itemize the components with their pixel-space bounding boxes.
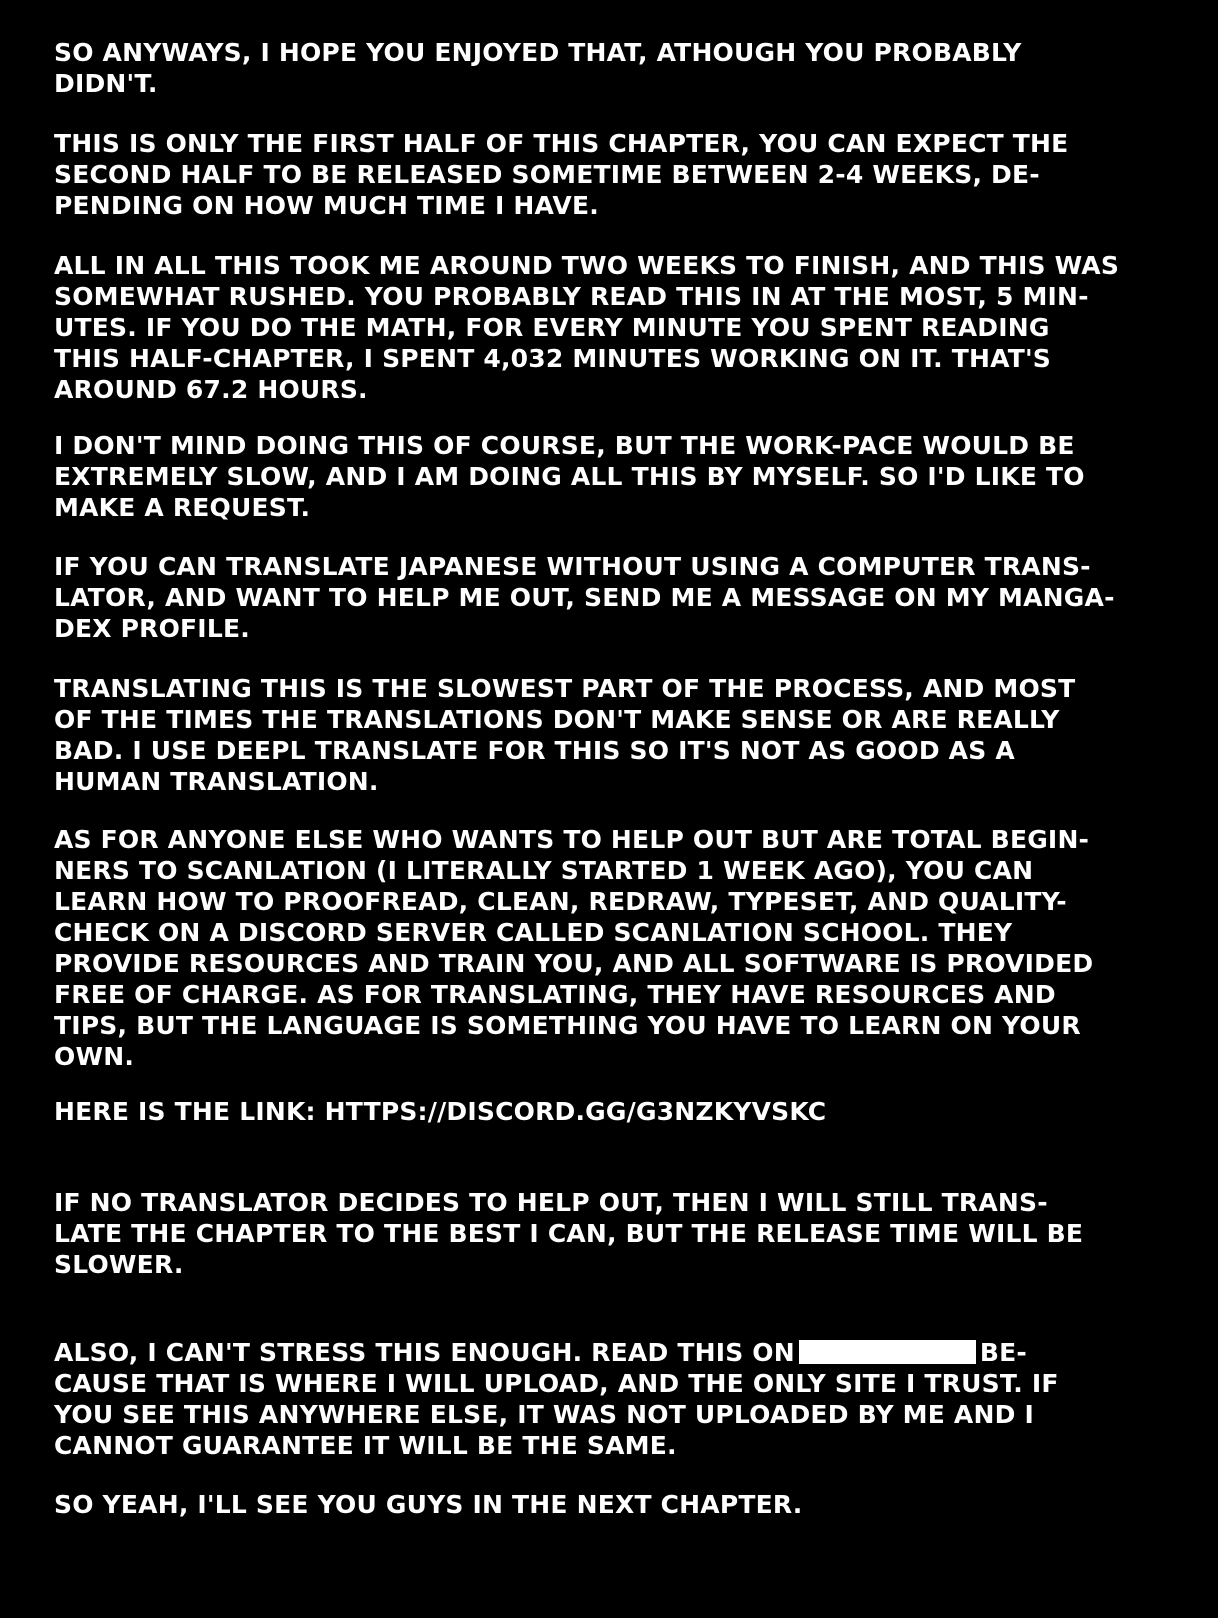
text-segment: BE- [979, 1338, 1027, 1367]
paragraph-time-spent [54, 250, 1194, 405]
text-segment: ALSO, I CAN'T STRESS THIS ENOUGH. READ THIS ON [54, 1338, 795, 1367]
text-line: CAUSE THAT IS WHERE I WILL UPLOAD, AND THE ONLY SITE I TRUST. IF [54, 1369, 1059, 1398]
text-line: UTES. IF YOU DO THE MATH, FOR EVERY MINUTE YOU SPENT READING [54, 313, 1050, 342]
text-line: DEX PROFILE. [54, 614, 250, 643]
paragraph-discord-link [54, 1096, 1194, 1127]
text-line: AS FOR ANYONE ELSE WHO WANTS TO HELP OUT BUT ARE TOTAL BEGIN- [54, 825, 1090, 854]
paragraph-read-on-site [54, 1337, 1194, 1461]
text-line: SO YEAH, I'LL SEE YOU GUYS IN THE NEXT CHAPTER. [54, 1490, 803, 1519]
text-line: SLOWER. [54, 1250, 184, 1279]
text-line: SECOND HALF TO BE RELEASED SOMETIME BETWEEN 2-4 WEEKS, DE- [54, 160, 1040, 189]
text-line: SO ANYWAYS, I HOPE YOU ENJOYED THAT, ATHOUGH YOU PROBABLY [54, 38, 1022, 67]
text-line: LATOR, AND WANT TO HELP ME OUT, SEND ME A MESSAGE ON MY MANGA- [54, 583, 1115, 612]
text-line: PROVIDE RESOURCES AND TRAIN YOU, AND ALL SOFTWARE IS PROVIDED [54, 949, 1094, 978]
redacted-site-name [799, 1340, 976, 1364]
text-line: EXTREMELY SLOW, AND I AM DOING ALL THIS BY MYSELF. SO I'D LIKE TO [54, 462, 1085, 491]
text-line [54, 1337, 1194, 1368]
paragraph-first-half [54, 128, 1194, 221]
text-line: THIS HALF-CHAPTER, I SPENT 4,032 MINUTES WORKING ON IT. THAT'S [54, 344, 1052, 373]
text-line: PENDING ON HOW MUCH TIME I HAVE. [54, 191, 599, 220]
text-line: LATE THE CHAPTER TO THE BEST I CAN, BUT THE RELEASE TIME WILL BE [54, 1219, 1084, 1248]
text-line: IF NO TRANSLATOR DECIDES TO HELP OUT, THEN I WILL STILL TRANS- [54, 1188, 1048, 1217]
paragraph-scanlation-school [54, 824, 1194, 1072]
text-line: HUMAN TRANSLATION. [54, 767, 379, 796]
text-line: TIPS, BUT THE LANGUAGE IS SOMETHING YOU HAVE TO LEARN ON YOUR [54, 1011, 1081, 1040]
text-line: FREE OF CHARGE. AS FOR TRANSLATING, THEY HAVE RESOURCES AND [54, 980, 1056, 1009]
paragraph-intro [54, 37, 1194, 99]
text-line: LEARN HOW TO PROOFREAD, CLEAN, REDRAW, TYPESET, AND QUALITY- [54, 887, 1067, 916]
text-line: DIDN'T. [54, 69, 158, 98]
text-line: TRANSLATING THIS IS THE SLOWEST PART OF THE PROCESS, AND MOST [54, 674, 1076, 703]
text-line: CHECK ON A DISCORD SERVER CALLED SCANLATION SCHOOL. THEY [54, 918, 1013, 947]
text-line: ALL IN ALL THIS TOOK ME AROUND TWO WEEKS TO FINISH, AND THIS WAS [54, 251, 1120, 280]
paragraph-closing [54, 1489, 1194, 1520]
text-line: OF THE TIMES THE TRANSLATIONS DON'T MAKE SENSE OR ARE REALLY [54, 705, 1060, 734]
text-line: CANNOT GUARANTEE IT WILL BE THE SAME. [54, 1431, 677, 1460]
text-line: OWN. [54, 1042, 135, 1071]
paragraph-translating-slowest [54, 673, 1194, 797]
text-line: AROUND 67.2 HOURS. [54, 375, 368, 404]
text-line: THIS IS ONLY THE FIRST HALF OF THIS CHAPTER, YOU CAN EXPECT THE [54, 129, 1069, 158]
text-line: MAKE A REQUEST. [54, 493, 311, 522]
text-line: SOMEWHAT RUSHED. YOU PROBABLY READ THIS IN AT THE MOST, 5 MIN- [54, 282, 1089, 311]
paragraph-translator-wanted [54, 551, 1194, 644]
text-line: YOU SEE THIS ANYWHERE ELSE, IT WAS NOT UPLOADED BY ME AND I [54, 1400, 1034, 1429]
paragraph-no-translator [54, 1187, 1194, 1280]
paragraph-request [54, 430, 1194, 523]
text-line: BAD. I USE DEEPL TRANSLATE FOR THIS SO IT'S NOT AS GOOD AS A [54, 736, 1015, 765]
text-line: I DON'T MIND DOING THIS OF COURSE, BUT THE WORK-PACE WOULD BE [54, 431, 1075, 460]
text-line: IF YOU CAN TRANSLATE JAPANESE WITHOUT USING A COMPUTER TRANS- [54, 552, 1091, 581]
text-line: NERS TO SCANLATION (I LITERALLY STARTED 1 WEEK AGO), YOU CAN [54, 856, 1034, 885]
discord-link-text: HERE IS THE LINK: HTTPS://DISCORD.GG/G3NZKYVSKC [54, 1097, 827, 1126]
